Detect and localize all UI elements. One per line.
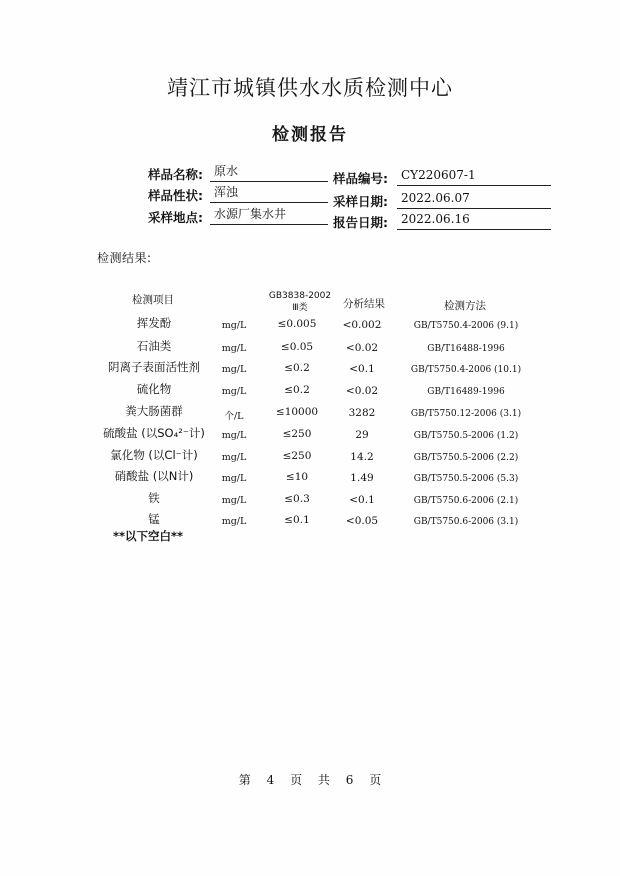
cell-result: <0.1	[349, 363, 375, 375]
cell-unit: mg/L	[221, 495, 247, 506]
cell-result: 14.2	[350, 451, 374, 463]
results-section-label: 检测结果:	[97, 251, 152, 265]
cell-item: 硫酸盐 (以SO₄²⁻计)	[103, 426, 205, 440]
report-title: 检测报告	[272, 125, 348, 145]
cell-method: GB/T5750.12-2006 (3.1)	[410, 409, 522, 419]
cell-unit: mg/L	[221, 452, 247, 463]
cell-item: 阴离子表面活性剂	[108, 360, 200, 374]
header-standard-class: Ⅲ类	[292, 303, 308, 313]
sample-location-row	[148, 206, 338, 226]
sample-code-row	[333, 167, 558, 187]
cell-method: GB/T5750.4-2006 (10.1)	[410, 365, 522, 375]
cell-result: <0.02	[345, 385, 379, 397]
cell-result: 29	[355, 429, 369, 441]
header-method: 检测方法	[444, 300, 486, 312]
cell-unit: mg/L	[221, 473, 247, 484]
header-standard-code: GB3838-2002	[268, 291, 332, 301]
header-standard	[258, 290, 342, 314]
report-date-row	[333, 211, 558, 231]
cell-unit: mg/L	[221, 516, 247, 527]
sample-date-label: 采样日期:	[333, 194, 388, 209]
cell-result: 3282	[348, 407, 376, 419]
cell-method: GB/T5750.4-2006 (9.1)	[413, 321, 519, 331]
cell-method: GB/T5750.6-2006 (2.1)	[413, 496, 519, 506]
cell-limit: ≤0.2	[284, 384, 310, 396]
footer-page-word: 页	[290, 773, 303, 787]
sample-code-value: CY220607-1	[397, 167, 551, 186]
cell-method: GB/T5750.6-2006 (3.1)	[413, 517, 519, 527]
organization-title: 靖江市城镇供水水质检测中心	[167, 76, 453, 100]
sample-appearance-value: 浑浊	[210, 184, 328, 203]
cell-limit: ≤250	[282, 428, 312, 440]
cell-unit: mg/L	[221, 430, 247, 441]
cell-unit: mg/L	[221, 320, 247, 331]
cell-method: GB/T5750.5-2006 (2.2)	[413, 453, 519, 463]
cell-limit: ≤250	[282, 450, 312, 462]
sample-location-value: 水源厂集水井	[210, 206, 328, 225]
cell-limit: ≤0.3	[284, 493, 310, 505]
cell-result: <0.02	[345, 342, 379, 354]
report-date-value: 2022.06.16	[397, 211, 551, 230]
cell-limit: ≤0.005	[277, 318, 317, 330]
sample-name-row	[148, 163, 338, 183]
footer-page-prefix: 第	[238, 773, 251, 787]
cell-unit: mg/L	[221, 343, 247, 354]
sample-date-value: 2022.06.07	[397, 190, 551, 209]
cell-limit: ≤0.1	[284, 514, 310, 526]
cell-method: GB/T16488-1996	[427, 344, 505, 354]
sample-name-label: 样品名称:	[148, 167, 203, 182]
cell-item: 铁	[148, 491, 160, 505]
cell-result: <0.002	[342, 319, 382, 331]
footer-total-pages: 6	[345, 773, 354, 787]
end-of-content-note: **以下空白**	[113, 529, 184, 543]
cell-item: 粪大肠菌群	[125, 404, 183, 418]
report-date-label: 报告日期:	[333, 215, 388, 230]
cell-item: 石油类	[136, 339, 172, 353]
footer-total-word: 页	[369, 773, 382, 787]
cell-unit: 个/L	[224, 411, 244, 422]
header-result: 分析结果	[343, 298, 385, 310]
cell-limit: ≤0.2	[284, 362, 310, 374]
sample-name-value: 原水	[210, 163, 328, 182]
cell-result: 1.49	[350, 472, 374, 484]
cell-limit: ≤10	[285, 471, 309, 483]
sample-location-label: 采样地点:	[148, 210, 203, 225]
cell-method: GB/T5750.5-2006 (1.2)	[413, 431, 519, 441]
footer-page-number: 4	[266, 773, 275, 787]
sample-date-row	[333, 190, 558, 210]
page-footer	[0, 771, 620, 788]
sample-code-label: 样品编号:	[333, 171, 388, 186]
cell-item: 硫化物	[136, 382, 172, 396]
cell-limit: ≤10000	[275, 406, 319, 418]
cell-unit: mg/L	[221, 364, 247, 375]
cell-unit: mg/L	[221, 386, 247, 397]
sample-appearance-label: 样品性状:	[148, 188, 203, 203]
cell-limit: ≤0.05	[280, 341, 314, 353]
cell-method: GB/T16489-1996	[427, 387, 505, 397]
cell-item: 硝酸盐 (以N计)	[114, 469, 194, 483]
header-item: 检测项目	[132, 294, 174, 306]
cell-item: 氯化物 (以Cl⁻计)	[110, 448, 198, 462]
cell-item: 锰	[148, 512, 160, 526]
sample-appearance-row	[148, 184, 338, 204]
cell-item: 挥发酚	[136, 316, 172, 330]
footer-total-prefix: 共	[317, 773, 330, 787]
cell-result: <0.05	[345, 515, 379, 527]
cell-method: GB/T5750.5-2006 (5.3)	[413, 474, 519, 484]
cell-result: <0.1	[349, 494, 375, 506]
